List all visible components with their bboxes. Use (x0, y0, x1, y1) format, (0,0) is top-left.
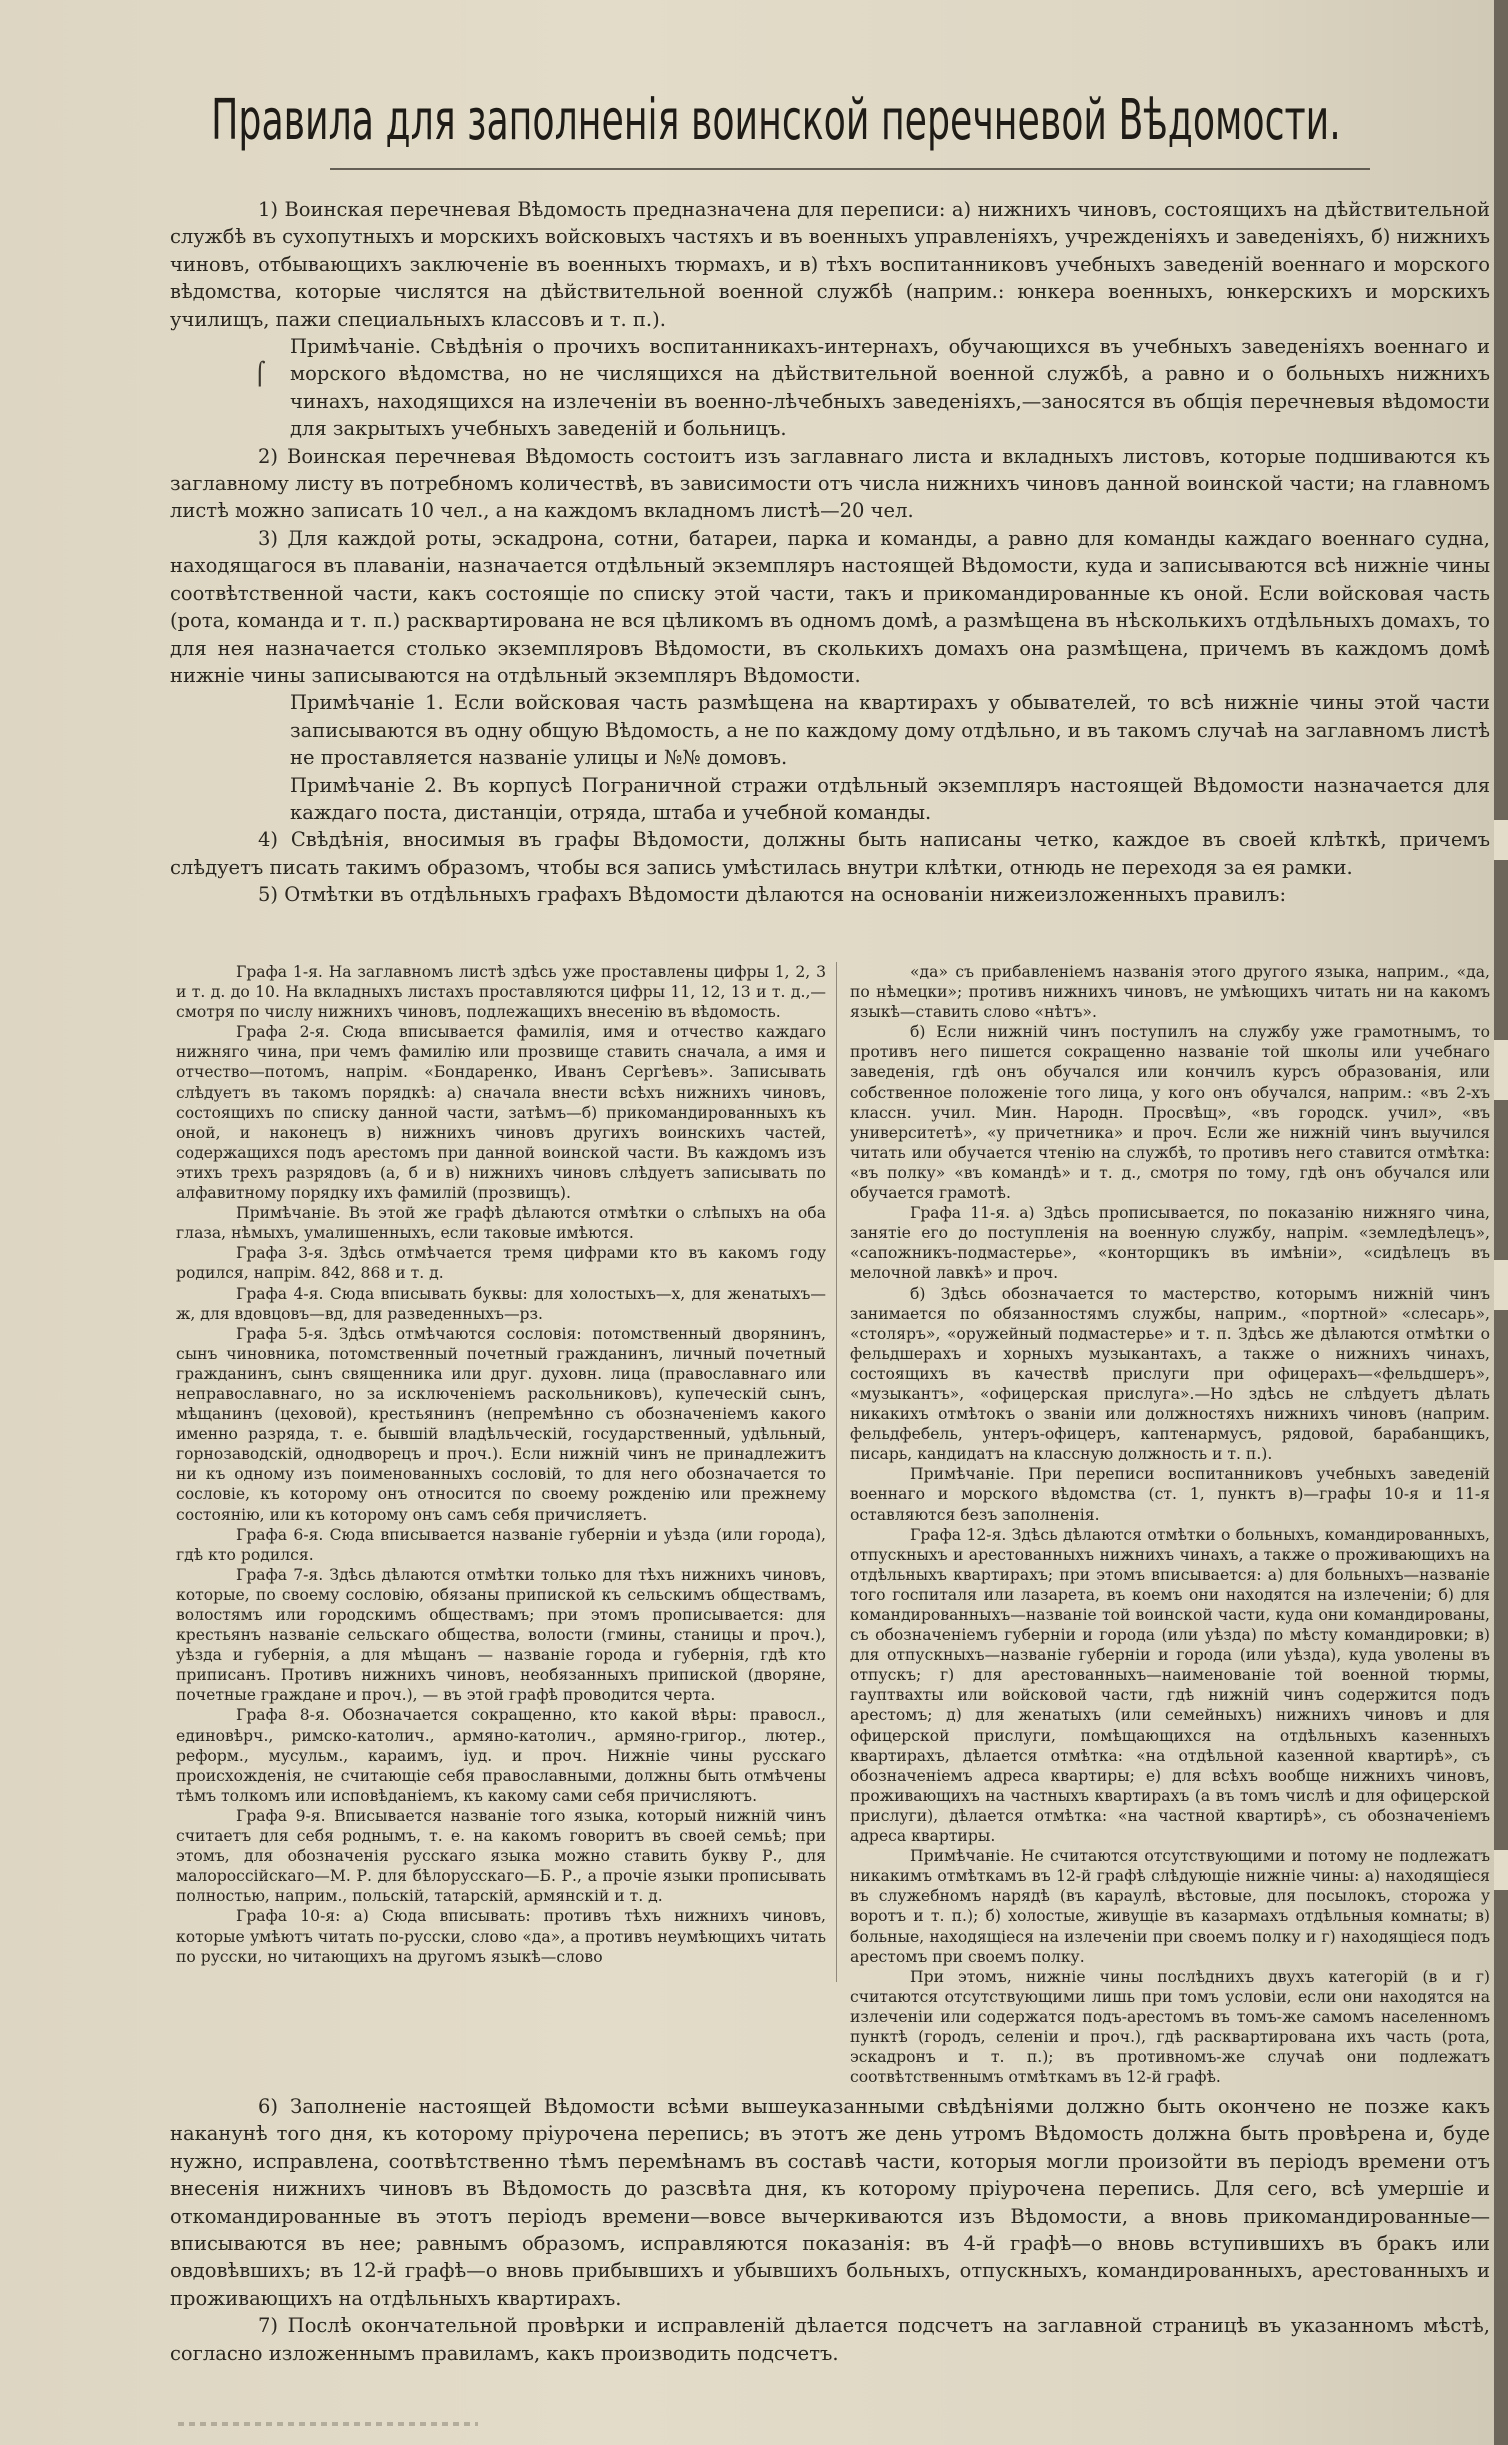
column-paragraph: Графа 12-я. Здѣсь дѣлаются отмѣтки о больныхъ, командированныхъ, отпускныхъ и арестованныхъ нижнихъ чинахъ, а также о проживающихъ на отдѣльныхъ квартирахъ; при этомъ вписывается: а) для больныхъ—названіе того госпиталя или лазарета, въ коемъ они находятся на излеченіи; б) для командированныхъ—названіе той воинской части, куда они командированы, съ обозначеніемъ губерніи и города (или уѣзда) по мѣсту командировки; в) для отпускныхъ—названіе губерніи и города (или уѣзда), куда уволены въ отпускъ; г) для арестованныхъ—наименованіе той военной тюрмы, гауптвахты или войсковой части, гдѣ нижній чинъ содержится подъ арестомъ; д) для женатыхъ (или семейныхъ) нижнихъ чиновъ и для офицерской прислуги, помѣщающихся на отдѣльныхъ казенныхъ квартирахъ, дѣлается отмѣтка: «на отдѣльной казенной квартирѣ», съ обозначеніемъ адреса квартиры; е) для всѣхъ вообще нижнихъ чиновъ, проживающихъ на частныхъ квартирахъ (а въ томъ числѣ и для офицерской прислуги), дѣлается отмѣтка: «на частной квартирѣ», съ обозначеніемъ адреса квартиры. (850, 1525, 1490, 1846)
column-paragraph: «да» съ прибавленіемъ названія этого другого языка, наприм., «да, по нѣмецки»; противъ нижнихъ чиновъ, не умѣющихъ читать ни на какомъ языкѣ—ставить слово «нѣтъ». (850, 963, 1490, 1022)
margin-bracket-mark: ⌠ (254, 362, 266, 387)
bottom-print-artifact (178, 2422, 478, 2426)
rule-3-note-2: Примѣчаніе 2. Въ корпусѣ Пограничной стражи отдѣльный экземпляръ настоящей Вѣдомости назначается для каждаго поста, дистанціи, отряда, штаба и учебной команды. (290, 773, 1490, 824)
rule-1: 1) Воинская перечневая Вѣдомость предназначена для переписи: а) нижнихъ чиновъ, состоящихъ на дѣйствительной службѣ въ сухопутныхъ и морскихъ войсковыхъ частяхъ и въ военныхъ управленіяхъ, учрежденіяхъ и заведеніяхъ, б) нижнихъ чиновъ, отбывающихъ заключеніе въ военныхъ тюрмахъ, и в) тѣхъ воспитанниковъ учебныхъ заведеній военнаго и морского вѣдомства, которые числятся на дѣйствительной военной службѣ (наприм.: юнкера военныхъ, юнкерскихъ и морскихъ училищъ, пажи специальныхъ классовъ и т. п.). (170, 198, 1490, 331)
rule-3-note-1: Примѣчаніе 1. Если войсковая часть размѣщена на квартирахъ у обывателей, то всѣ нижніе чины этой части записываются въ одну общую Вѣдомость, а не по каждому дому отдѣльно, и въ такомъ случаѣ на заглавномъ листѣ не проставляется названіе улицы и №№ домовъ. (290, 691, 1490, 770)
column-rules (176, 962, 1490, 2100)
column-paragraph: Примѣчаніе. При переписи воспитанниковъ учебныхъ заведеній военнаго и морского вѣдомства (ст. 1, пунктъ в)—графы 10-я и 11-я оставляются безъ заполненія. (850, 1465, 1490, 1524)
right-column (850, 962, 1490, 2087)
column-paragraph: Графа 1-я. На заглавномъ листѣ здѣсь уже проставлены цифры 1, 2, 3 и т. д. до 10. На вкладныхъ листахъ проставляются цифры 11, 12, 13 и т. д.,—смотря по числу нижнихъ чиновъ, подлежащихъ внесенію въ вѣдомость. (176, 963, 826, 1022)
column-paragraph: Графа 5-я. Здѣсь отмѣчаются сословія: потомственный дворянинъ, сынъ чиновника, потомственный почетный гражданинъ, личный почетный гражданинъ, сынъ священника или друг. духовн. лица (православнаго или неправославнаго, но за исключеніемъ раскольниковъ), купеческій сынъ, мѣщанинъ (цеховой), крестьянинъ (непремѣнно съ обозначеніемъ какого именно разряда, т. е. бывшій владѣльческій, государственный, удѣльный, горнозаводскій, однодворецъ и проч.). Если нижній чинъ не принадлежитъ ни къ одному изъ поименованныхъ сословій, то для него обозначается то сословіе, къ которому онъ относится по своему рожденію или прежнему состоянію, или къ которому онъ самъ себя причисляетъ. (176, 1324, 826, 1524)
column-paragraph: Графа 11-я. а) Здѣсь прописывается, по показанію нижняго чина, занятіе его до поступленія на военную службу, напрім. «земледѣлецъ», «сапожникъ-подмастерье», «конторщикъ въ имѣніи», «сидѣлецъ въ мелочной лавкѣ» и проч. (850, 1204, 1490, 1283)
column-paragraph: Графа 3-я. Здѣсь отмѣчается тремя цифрами кто въ какомъ году родился, напрім. 842, 868 и т. д. (176, 1244, 826, 1283)
rule-2: 2) Воинская перечневая Вѣдомость состоитъ изъ заглавнаго листа и вкладныхъ листовъ, которые подшиваются къ заглавному листу въ потребномъ количествѣ, въ зависимости отъ числа нижнихъ чиновъ данной воинской части; на главномъ листѣ можно записать 10 чел., а на каждомъ вкладномъ листѣ—20 чел. (170, 444, 1490, 523)
page-edge-shadow (1494, 0, 1508, 2445)
rule-4: 4) Свѣдѣнія, вносимыя въ графы Вѣдомости, должны быть написаны четко, каждое въ своей клѣткѣ, причемъ слѣдуетъ писать такимъ образомъ, чтобы вся запись умѣстилась внутри клѣтки, отнюдь не переходя за ея рамки. (170, 828, 1490, 879)
column-paragraph: Графа 4-я. Сюда вписывать буквы: для холостыхъ—х, для женатыхъ—ж, для вдовцовъ—вд, для разведенныхъ—рз. (176, 1284, 826, 1323)
rule-1-note: Примѣчаніе. Свѣдѣнія о прочихъ воспитанникахъ-интернахъ, обучающихся въ учебныхъ заведеніяхъ военнаго и морского вѣдомства, но не числящихся на дѣйствительной военной службѣ, а равно и о больныхъ нижнихъ чинахъ, находящихся на излеченіи въ военно-лѣчебныхъ заведеніяхъ,—заносятся въ общія перечневыя вѣдомости для закрытыхъ учебныхъ заведеній и больницъ. (290, 335, 1490, 441)
rules-intro (170, 196, 1490, 909)
column-paragraph: Примѣчаніе. Въ этой же графѣ дѣлаются отмѣтки о слѣпыхъ на оба глаза, нѣмыхъ, умалишенныхъ, если таковые имѣются. (176, 1204, 826, 1243)
column-paragraph: б) Здѣсь обозначается то мастерство, которымъ нижній чинъ занимается по обязанностямъ службы, наприм., «портной» «слесарь», «столяръ», «оружейный подмастерье» и т. п. Здѣсь же дѣлаются отмѣтки о фельдшерахъ и хорныхъ музыкантахъ, а также о нижнихъ чинахъ, состоящихъ въ качествѣ прислуги при офицерахъ—«фельдшеръ», «музыкантъ», «офицерская прислуга».—Но здѣсь не слѣдуетъ дѣлать никакихъ отмѣтокъ о званіи или должностяхъ нижнихъ чиновъ (наприм. фельдфебель, унтеръ-офицеръ, каптенармусъ, рядовой, барабанщикъ, писарь, кандидатъ на классную должность и т. п.). (850, 1284, 1490, 1464)
rule-5: 5) Отмѣтки въ отдѣльныхъ графахъ Вѣдомости дѣлаются на основаніи нижеизложенныхъ правилъ: (258, 883, 1287, 907)
column-paragraph: б) Если нижній чинъ поступилъ на службу уже грамотнымъ, то противъ него пишется сокращенно названіе той школы или учебнаго заведенія, гдѣ онъ обучался или кончилъ курсъ образованія, или собственное положеніе того лица, у кого онъ обучался, наприм.: «въ 2-хъ классн. учил. Мин. Народн. Просвѣщ», «въ городск. учил», «въ университетѣ», «у причетника» и проч. Если же нижній чинъ выучился читать или обучается чтенію на службѣ, то противъ него ставится отмѣтка: «въ полку» «въ командѣ» и т. д., смотря по тому, гдѣ онъ обучался или обучается грамотѣ. (850, 1023, 1490, 1203)
rules-closing (170, 2093, 1490, 2367)
column-paragraph: Графа 7-я. Здѣсь дѣлаются отмѣтки только для тѣхъ нижнихъ чиновъ, которые, по своему сословію, обязаны припиской къ сельскимъ обществамъ, волостямъ или городскимъ обществамъ; при этомъ прописывается: для крестьянъ названіе сельскаго общества, волости (гмины, станицы и проч.), уѣзда и губернія, а для мѣщанъ — названіе города и губернія, гдѣ кто приписанъ. Противъ нижнихъ чиновъ, необязанныхъ припиской (дворяне, почетные граждане и проч.), — въ этой графѣ проводится черта. (176, 1565, 826, 1705)
title-underline (330, 168, 1370, 170)
left-column (176, 962, 826, 1967)
rule-3: 3) Для каждой роты, эскадрона, сотни, батареи, парка и команды, а равно для команды каждаго военнаго судна, находящагося въ плаваніи, назначается отдѣльный экземпляръ настоящей Вѣдомости, куда и записываются всѣ нижніе чины соотвѣтственной части, какъ состоящіе по списку этой части, такъ и прикомандированные къ оной. Если войсковая часть (рота, команда и т. п.) расквартирована не вся цѣликомъ въ одномъ домѣ, а размѣщена въ нѣсколькихъ отдѣльныхъ домахъ, то для нея назначается столько экземпляровъ Вѣдомости, въ сколькихъ домахъ она размѣщена, причемъ въ каждомъ домѣ нижніе чины записываются на отдѣльный экземпляръ Вѣдомости. (170, 526, 1490, 687)
column-paragraph: Примѣчаніе. Не считаются отсутствующими и потому не подлежатъ никакимъ отмѣткамъ въ 12-й графѣ слѣдующіе нижніе чины: а) находящіеся въ служебномъ нарядѣ (въ караулѣ, вѣстовые, для посылокъ, сторожа у воротъ и т. п.); б) холостые, живущіе въ казармахъ отдѣльныя комнаты; в) больные, находящіеся на излеченіи при своемъ полку и г) находящіеся подъ арестомъ при своемъ полку. (850, 1847, 1490, 1966)
column-divider (836, 962, 837, 1982)
column-paragraph: Графа 9-я. Вписывается названіе того языка, который нижній чинъ считаетъ для себя роднымъ, т. е. на какомъ говоритъ въ своей семьѣ; при этомъ, для обозначенія русскаго языка можно ставить букву Р., для малороссійскаго—М. Р. для бѣлорусскаго—Б. Р., а прочіе языки прописывать полностью, наприм., польскій, татарскій, армянскій и т. д. (176, 1806, 826, 1906)
column-paragraph: При этомъ, нижніе чины послѣднихъ двухъ категорій (в и г) считаются отсутствующими лишь при томъ условіи, если они находятся на излеченіи или содержатся подъ-арестомъ въ томъ-же самомъ населенномъ пунктѣ (городъ, селеніи и проч.), гдѣ расквартирована ихъ часть (рота, эскадронъ и т. п.); въ противномъ-же случаѣ они подлежатъ соотвѣтственнымъ отмѣткамъ въ 12-й графѣ. (850, 1967, 1490, 2087)
document-title: Правила для заполненія воинской перечневой Вѣдомости. (211, 88, 1341, 153)
rule-7: 7) Послѣ окончательной провѣрки и исправленій дѣлается подсчетъ на заглавной страницѣ въ указанномъ мѣстѣ, согласно изложеннымъ правиламъ, какъ производить подсчетъ. (170, 2314, 1490, 2365)
column-paragraph: Графа 10-я: а) Сюда вписывать: противъ тѣхъ нижнихъ чиновъ, которые умѣютъ читать по-русски, слово «да», а противъ неумѣющихъ читать по русски, но читающихъ на другомъ языкѣ—слово (176, 1907, 826, 1966)
rule-6: 6) Заполненіе настоящей Вѣдомости всѣми вышеуказанными свѣдѣніями должно быть окончено не позже какъ наканунѣ того дня, къ которому пріурочена перепись; въ этотъ же день утромъ Вѣдомость должна быть провѣрена и, буде нужно, исправлена, соотвѣтственно тѣмъ перемѣнамъ въ составѣ части, которыя могли произойти въ періодъ времени отъ внесенія нижнихъ чиновъ въ Вѣдомость до разсвѣта дня, къ которому пріурочена перепись. Для сего, всѣ умершіе и откомандированные въ этотъ періодъ времени—вовсе вычеркиваются изъ Вѣдомости, а вновь прикомандированные—вписываются въ нее; равнымъ образомъ, исправляются показанія: въ 4-й графѣ—о вновь вступившихъ въ бракъ или овдовѣвшихъ; въ 12-й графѣ—о вновь прибывшихъ и убывшихъ больныхъ, отпускныхъ, командированныхъ, арестованныхъ и проживающихъ на отдѣльныхъ квартирахъ. (170, 2095, 1490, 2310)
column-paragraph: Графа 6-я. Сюда вписывается названіе губерніи и уѣзда (или города), гдѣ кто родился. (176, 1525, 826, 1564)
column-paragraph: Графа 2-я. Сюда вписывается фамилія, имя и отчество каждаго нижняго чина, при чемъ фамилію или прозвище ставить сначала, а имя и отчество—потомъ, напрім. «Бондаренко, Иванъ Сергѣевъ». Записывать слѣдуетъ въ такомъ порядкѣ: а) сначала внести всѣхъ нижнихъ чиновъ, состоящихъ по списку данной части, затѣмъ—б) прикомандированныхъ къ оной, и наконецъ в) нижнихъ чиновъ другихъ воинскихъ частей, содержащихся подъ арестомъ при данной воинской части. Въ каждомъ изъ этихъ трехъ разрядовъ (а, б и в) нижнихъ чиновъ слѣдуетъ записывать по алфавитному порядку ихъ фамилій (прозвищъ). (176, 1023, 826, 1203)
column-paragraph: Графа 8-я. Обозначается сокращенно, кто какой вѣры: правосл., единовѣрч., римско-католич., армяно-католич., армяно-григор., лютер., реформ., мусульм., караимъ, іуд. и проч. Нижніе чины русскаго происхожденія, не считающіе себя православными, должны быть отмѣчены тѣмъ толкомъ или исповѣданіемъ, къ какому сами себя причисляютъ. (176, 1706, 826, 1805)
